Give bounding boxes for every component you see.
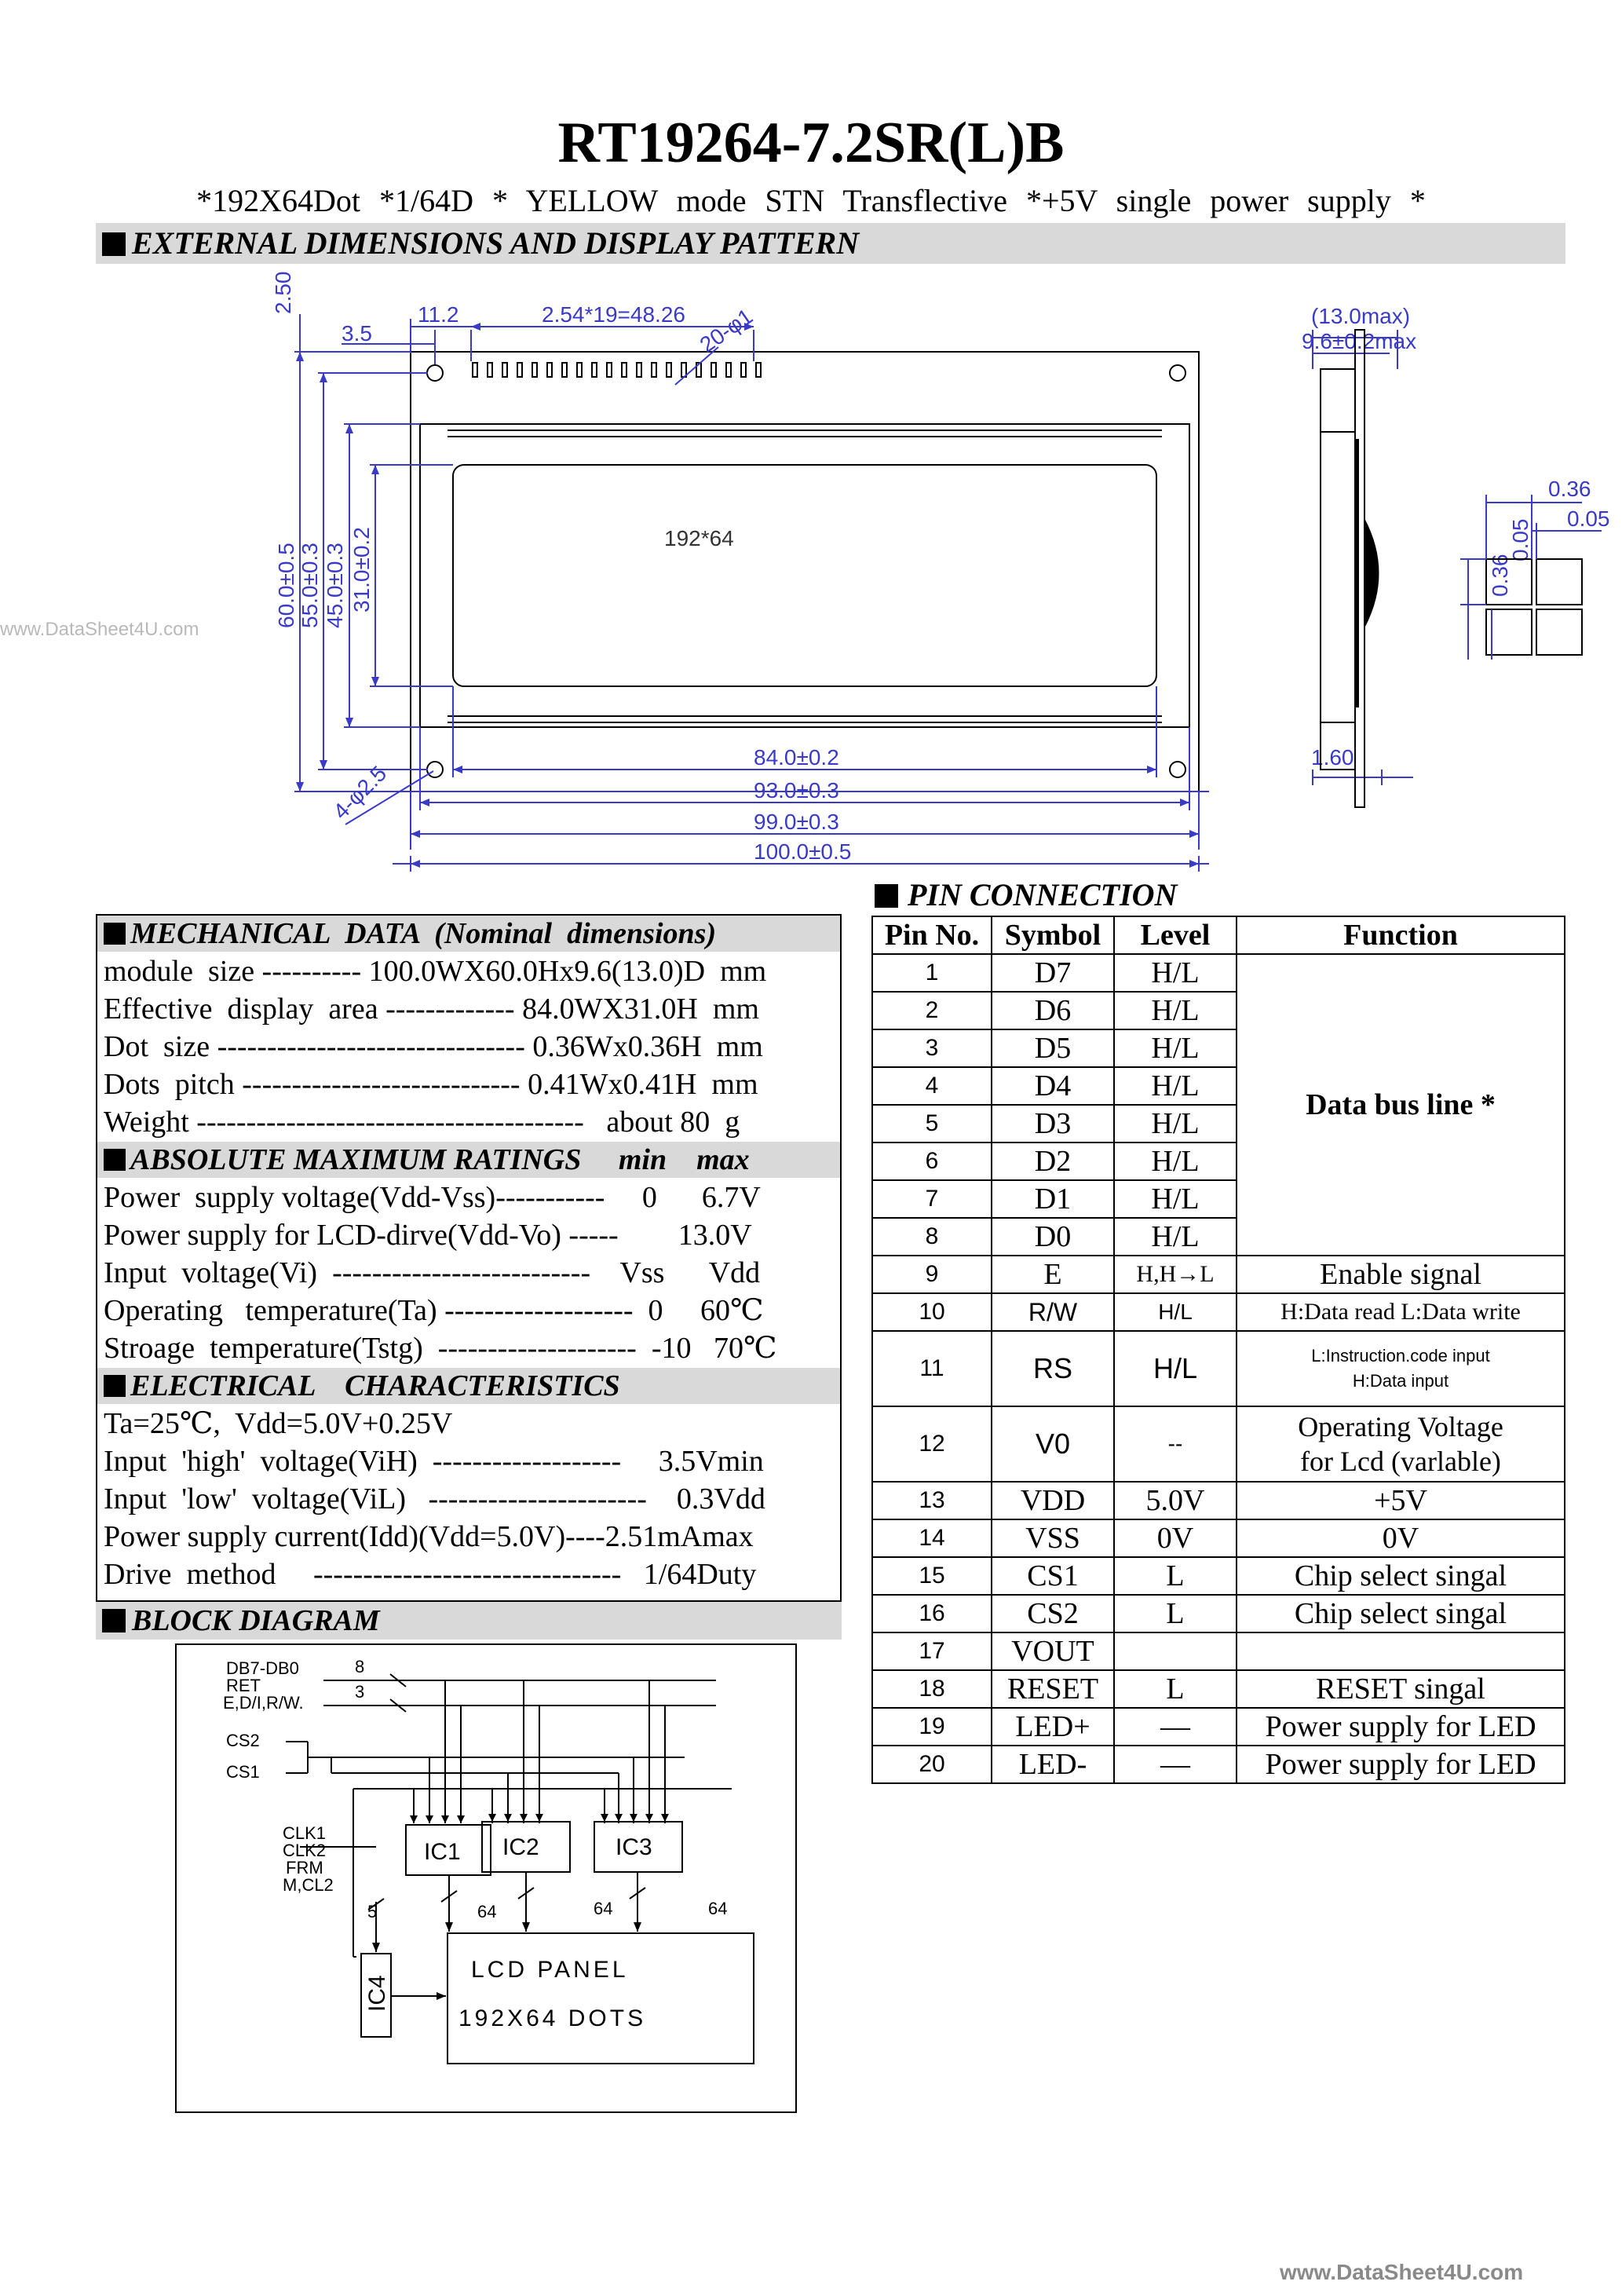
- dim-h31: 31.0±0.2: [349, 527, 374, 612]
- bus-width-64b: 64: [594, 1899, 613, 1918]
- pin-level: H/L: [1114, 1067, 1237, 1105]
- table-row: [872, 1746, 1565, 1783]
- pin-symbol: D1: [992, 1180, 1114, 1218]
- dim-h55: 55.0±0.3: [298, 543, 322, 628]
- pin-no: 17: [872, 1632, 992, 1670]
- pin-header: [473, 363, 761, 377]
- absolute-line: Operating temperature(Ta) ------------------- 0 60℃: [104, 1294, 764, 1327]
- block-diagram-heading: [96, 1602, 842, 1640]
- dim-250: 2.50: [271, 271, 295, 314]
- dim-pitch: 2.54*19=48.26: [542, 302, 685, 327]
- dim-h45: 45.0±0.3: [323, 543, 347, 628]
- dim-w99: 99.0±0.3: [754, 810, 839, 834]
- square-bullet-icon: [104, 923, 126, 945]
- side-view: [1321, 330, 1364, 807]
- pin-hole: [517, 363, 522, 377]
- pin-level: H/L: [1114, 1331, 1237, 1406]
- dim-112: 11.2: [418, 302, 459, 327]
- viewing-frame: [420, 424, 1189, 727]
- lcd-panel-label: LCD PANEL: [471, 1957, 629, 1983]
- pin-symbol: VSS: [992, 1519, 1114, 1557]
- mechanical-line: Dots pitch ---------------------------- 0.41Wx0.41H mm: [104, 1068, 758, 1101]
- signal-clk1: CLK1: [283, 1823, 327, 1843]
- pin-symbol: RS: [992, 1331, 1114, 1406]
- pin-hole: [577, 363, 582, 377]
- table-row: [872, 1632, 1565, 1670]
- pin-function: Data bus line *: [1237, 954, 1565, 1256]
- ic1-label: IC1: [424, 1839, 461, 1865]
- square-bullet-icon: [875, 884, 898, 908]
- pin-level: —: [1114, 1708, 1237, 1746]
- active-display-area: [453, 465, 1156, 686]
- section-external-dimensions: [96, 223, 1565, 264]
- bus-width-64a: 64: [477, 1902, 497, 1921]
- pin-connection-title: PIN CONNECTION: [908, 877, 1178, 912]
- display-pattern-label: 192*64: [664, 526, 734, 550]
- pin-no: 19: [872, 1708, 992, 1746]
- pin-hole: [637, 363, 641, 377]
- pin-symbol: D7: [992, 954, 1114, 992]
- pin-level: H/L: [1114, 1029, 1237, 1067]
- pin-hole: [622, 363, 627, 377]
- pin-no: 18: [872, 1670, 992, 1708]
- signal-cs1: CS1: [226, 1762, 260, 1782]
- pin-symbol: LED-: [992, 1746, 1114, 1783]
- pin-hole: [711, 363, 716, 377]
- bus-width-8: 8: [355, 1657, 365, 1676]
- page-title: RT19264-7.2SR(L)B: [557, 111, 1065, 175]
- pin-hole: [741, 363, 746, 377]
- pin-level: —: [1114, 1746, 1237, 1783]
- pin-function: Chip select singal: [1237, 1595, 1565, 1632]
- pin-hole: [502, 363, 507, 377]
- pin-level: H/L: [1114, 1218, 1237, 1256]
- pin-symbol: R/W: [992, 1293, 1114, 1331]
- pin-no: 9: [872, 1256, 992, 1293]
- pin-function: [1237, 1406, 1565, 1482]
- mount-hole: [1170, 762, 1185, 777]
- square-bullet-icon: [102, 1609, 126, 1632]
- dim-h60: 60.0±0.5: [274, 543, 298, 628]
- pin-no: 1: [872, 954, 992, 992]
- ic4-label: IC4: [364, 1975, 390, 2012]
- pin-no: 20: [872, 1746, 992, 1783]
- watermark-left: www.DataSheet4U.com: [0, 619, 199, 640]
- pin-level: H/L: [1114, 1293, 1237, 1331]
- side-view-ic-bump: [1364, 518, 1379, 628]
- mount-hole: [427, 365, 443, 381]
- external-dimension-drawing: [267, 271, 1610, 879]
- pin-symbol: D4: [992, 1067, 1114, 1105]
- pin-hole: [667, 363, 671, 377]
- ic3-label: IC3: [616, 1834, 652, 1860]
- pin-symbol: D2: [992, 1143, 1114, 1180]
- absolute-max-heading: [97, 1142, 840, 1178]
- bus-width-3: 3: [355, 1682, 365, 1702]
- mount-hole: [427, 762, 443, 777]
- pin-no: 8: [872, 1218, 992, 1256]
- table-row: [872, 1708, 1565, 1746]
- mount-hole: [1170, 365, 1185, 381]
- pin-level: 0V: [1114, 1519, 1237, 1557]
- dim-dot-036-top: 0.36: [1548, 477, 1591, 501]
- table-row: [872, 1557, 1565, 1595]
- mechanical-data-panel: [96, 914, 842, 1602]
- pin-no: 10: [872, 1293, 992, 1331]
- lcd-panel-block: [448, 1933, 754, 2064]
- pin-hole: [562, 363, 567, 377]
- signal-ret: RET: [226, 1676, 261, 1695]
- pin-level: 5.0V: [1114, 1482, 1237, 1519]
- pin-hole: [473, 363, 477, 377]
- electrical-heading: [97, 1368, 840, 1404]
- pin-level: L: [1114, 1557, 1237, 1595]
- pin-no: 3: [872, 1029, 992, 1067]
- pin-function: [1237, 1632, 1565, 1670]
- pin-no: 5: [872, 1105, 992, 1143]
- pin-symbol: LED+: [992, 1708, 1114, 1746]
- table-row: [872, 1595, 1565, 1632]
- mechanical-line: Effective display area ------------- 84.0WX31.0H mm: [104, 993, 759, 1026]
- col-function: Function: [1237, 916, 1565, 954]
- pin-level: [1114, 1632, 1237, 1670]
- absolute-max-title: ABSOLUTE MAXIMUM RATINGS min max: [130, 1143, 750, 1176]
- absolute-line: Power supply voltage(Vdd-Vss)----------- 0 6.7V: [104, 1181, 761, 1214]
- electrical-line: Drive method ------------------------------- 1/64Duty: [104, 1558, 757, 1591]
- pin-level: L: [1114, 1595, 1237, 1632]
- pin-level: H/L: [1114, 1180, 1237, 1218]
- pin-hole: [607, 363, 612, 377]
- pin-function: Power supply for LED: [1237, 1708, 1565, 1746]
- electrical-line: Power supply current(Idd)(Vdd=5.0V)----2.51mAmax: [104, 1520, 754, 1553]
- square-bullet-icon: [104, 1149, 126, 1171]
- pin-no: 16: [872, 1595, 992, 1632]
- table-row: [872, 1482, 1565, 1519]
- square-bullet-icon: [104, 1375, 126, 1397]
- mechanical-line: module size ---------- 100.0WX60.0Hx9.6(13.0)D mm: [104, 955, 767, 988]
- pin-function: Chip select singal: [1237, 1557, 1565, 1595]
- pin-no: 13: [872, 1482, 992, 1519]
- pin-function: Enable signal: [1237, 1256, 1565, 1293]
- pin-level: --: [1114, 1406, 1237, 1482]
- pin-function-line: L:Instruction.code input: [1311, 1346, 1490, 1366]
- col-level: Level: [1114, 916, 1237, 954]
- dim-w100: 100.0±0.5: [754, 839, 852, 864]
- pin-function: [1237, 1331, 1565, 1406]
- electrical-line: Input 'low' voltage(ViL) ---------------------- 0.3Vdd: [104, 1483, 765, 1515]
- table-row: [872, 1670, 1565, 1708]
- signal-clk2: CLK2: [283, 1841, 327, 1860]
- pin-no: 11: [872, 1331, 992, 1406]
- pin-function: H:Data read L:Data write: [1237, 1293, 1565, 1331]
- table-row: [872, 1406, 1565, 1482]
- dim-w93: 93.0±0.3: [754, 778, 839, 803]
- dim-160: 1.60: [1311, 745, 1354, 770]
- dim-w84: 84.0±0.2: [754, 745, 839, 770]
- pin-symbol: E: [992, 1256, 1114, 1293]
- dim-mount-hole: 4-φ2.5: [328, 761, 392, 824]
- pin-function: RESET singal: [1237, 1670, 1565, 1708]
- pin-hole: [532, 363, 537, 377]
- electrical-line: Ta=25℃, Vdd=5.0V+0.25V: [104, 1407, 453, 1440]
- pin-connection-heading: [875, 876, 1177, 913]
- pin-hole: [726, 363, 731, 377]
- pin-level: H/L: [1114, 1143, 1237, 1180]
- pin-function: Power supply for LED: [1237, 1746, 1565, 1783]
- pin-symbol: D5: [992, 1029, 1114, 1067]
- mechanical-title: MECHANICAL DATA (Nominal dimensions): [130, 917, 717, 950]
- bus-width-64c: 64: [708, 1899, 728, 1918]
- col-pin-no: Pin No.: [872, 916, 992, 954]
- pin-symbol: V0: [992, 1406, 1114, 1482]
- pin-symbol: CS1: [992, 1557, 1114, 1595]
- pin-no: 6: [872, 1143, 992, 1180]
- electrical-title: ELECTRICAL CHARACTERISTICS: [130, 1369, 620, 1402]
- table-row: [872, 1331, 1565, 1406]
- table-row: [872, 1256, 1565, 1293]
- pin-level: H,H→L: [1114, 1256, 1237, 1293]
- pin-no: 15: [872, 1557, 992, 1595]
- absolute-line: Power supply for LCD-dirve(Vdd-Vo) ----- 13.0V: [104, 1219, 752, 1252]
- block-diagram: [174, 1643, 802, 2117]
- dim-dot-005-side: 0.05: [1508, 518, 1532, 561]
- pin-symbol: D3: [992, 1105, 1114, 1143]
- page-subtitle: *192X64Dot *1/64D * YELLOW mode STN Transflective *+5V single power supply *: [196, 183, 1426, 218]
- signal-mcl2: M,CL2: [283, 1875, 334, 1895]
- mechanical-line: Weight --------------------------------------- about 80 g: [104, 1106, 740, 1139]
- pin-symbol: VDD: [992, 1482, 1114, 1519]
- pin-level: L: [1114, 1670, 1237, 1708]
- mechanical-heading: [97, 916, 840, 952]
- pin-no: 2: [872, 992, 992, 1029]
- pin-hole: [488, 363, 492, 377]
- absolute-line: Input voltage(Vi) -------------------------- Vss Vdd: [104, 1256, 761, 1289]
- table-row: [872, 954, 1565, 992]
- pin-level: H/L: [1114, 954, 1237, 992]
- pin-function: 0V: [1237, 1519, 1565, 1557]
- dim-pin-hole: 20-φ1: [695, 303, 758, 357]
- signal-frm: FRM: [286, 1858, 323, 1877]
- signal-cs2: CS2: [226, 1731, 260, 1750]
- dim-dot-036-side: 0.36: [1488, 554, 1512, 597]
- ic2-label: IC2: [502, 1834, 539, 1860]
- pin-symbol: VOUT: [992, 1632, 1114, 1670]
- pin-symbol: CS2: [992, 1595, 1114, 1632]
- pin-symbol: D0: [992, 1218, 1114, 1256]
- pin-level: H/L: [1114, 992, 1237, 1029]
- section-external-title: EXTERNAL DIMENSIONS AND DISPLAY PATTERN: [132, 225, 860, 261]
- pin-symbol: RESET: [992, 1670, 1114, 1708]
- mechanical-line: Dot size ------------------------------- 0.36Wx0.36H mm: [104, 1030, 763, 1063]
- pin-hole: [547, 363, 552, 377]
- block-diagram-title: BLOCK DIAGRAM: [132, 1604, 380, 1637]
- electrical-line: Input 'high' voltage(ViH) ------------------- 3.5Vmin: [104, 1445, 764, 1478]
- square-bullet-icon: [102, 232, 126, 256]
- absolute-line: Stroage temperature(Tstg) -------------------- -10 70℃: [104, 1332, 777, 1365]
- pin-hole: [652, 363, 656, 377]
- pin-no: 7: [872, 1180, 992, 1218]
- pin-function: +5V: [1237, 1482, 1565, 1519]
- dim-dot-005-top: 0.05: [1567, 506, 1610, 531]
- pin-symbol: D6: [992, 992, 1114, 1029]
- pin-no: 12: [872, 1406, 992, 1482]
- col-symbol: Symbol: [992, 916, 1114, 954]
- signal-edirw: E,D/I,R/W.: [223, 1693, 304, 1713]
- dim-max-thick: (13.0max): [1311, 304, 1411, 328]
- watermark-footer: www.DataSheet4U.com: [1280, 2260, 1524, 2284]
- pin-hole: [592, 363, 597, 377]
- pin-function-line: Operating Voltage: [1298, 1411, 1503, 1442]
- pin-connection-table: [871, 916, 1565, 1784]
- pin-function-line: for Lcd (varlable): [1300, 1446, 1501, 1477]
- bus-width-5: 5: [367, 1902, 378, 1921]
- dim-35: 3.5: [342, 321, 372, 345]
- table-row: [872, 1293, 1565, 1331]
- pin-no: 4: [872, 1067, 992, 1105]
- pin-function-line: H:Data input: [1352, 1371, 1449, 1391]
- table-row: [872, 1519, 1565, 1557]
- dim-thick: 9.6±0.2max: [1302, 329, 1417, 353]
- pin-no: 14: [872, 1519, 992, 1557]
- signal-db: DB7-DB0: [226, 1658, 299, 1678]
- pin-hole: [756, 363, 761, 377]
- lcd-panel-dots-label: 192X64 DOTS: [458, 2005, 647, 2031]
- module-outline: [411, 352, 1199, 792]
- pin-level: H/L: [1114, 1105, 1237, 1143]
